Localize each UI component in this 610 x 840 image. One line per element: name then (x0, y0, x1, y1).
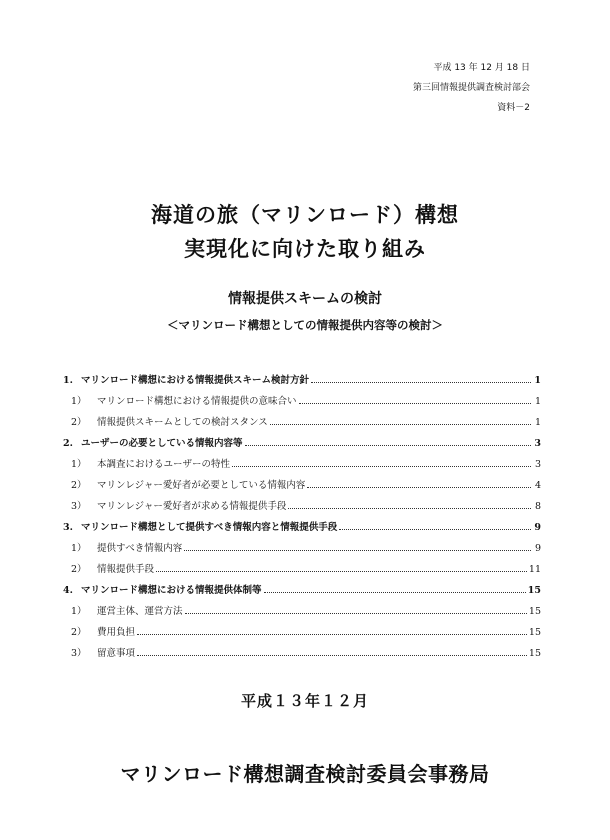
toc-leader-dots (288, 500, 531, 509)
toc-leader-dots (245, 437, 531, 446)
toc-page-number: 15 (528, 606, 541, 617)
toc-item-number: 2） (71, 627, 87, 638)
toc-leader-dots (185, 605, 527, 614)
toc-leader-dots (299, 395, 531, 404)
toc-leader-dots (339, 521, 531, 530)
toc-item-label: 運営主体、運営方法 (97, 606, 183, 617)
toc-item-number: 2） (71, 564, 87, 575)
toc-leader-dots (156, 563, 527, 572)
toc-item[interactable] (63, 414, 541, 435)
document-title (0, 198, 610, 266)
toc-item-label: マリンレジャー愛好者が必要としている情報内容 (97, 480, 306, 491)
title-line-2: 実現化に向けた取り組み (184, 236, 426, 261)
toc-item-number: 2） (71, 480, 87, 491)
toc-section[interactable] (63, 435, 541, 456)
toc-page-number: 3 (534, 459, 541, 470)
toc-page-number: 11 (528, 564, 541, 575)
toc-section[interactable] (63, 372, 541, 393)
toc-leader-dots (311, 374, 531, 383)
toc-item[interactable] (63, 393, 541, 414)
toc-leader-dots (264, 584, 526, 593)
toc-page-number: 15 (528, 627, 541, 638)
table-of-contents (63, 372, 541, 666)
toc-item-label: 情報提供手段 (97, 564, 155, 575)
toc-item[interactable] (63, 603, 541, 624)
toc-page-number: 9 (534, 522, 541, 533)
footer-office: マリンロード構想調査検討委員会事務局 (120, 762, 490, 786)
toc-page-number: 1 (534, 417, 541, 428)
toc-section[interactable] (63, 519, 541, 540)
toc-item-label: 情報提供スキームとしての検討スタンス (97, 417, 268, 428)
toc-section[interactable] (63, 582, 541, 603)
toc-item-number: 3） (71, 648, 87, 659)
toc-item-label: 費用負担 (97, 627, 136, 638)
footer-date: 平成１３年１２月 (240, 692, 369, 710)
toc-section-number: 4. (63, 585, 73, 596)
toc-leader-dots (232, 458, 531, 467)
toc-item-number: 1） (71, 396, 87, 407)
header-date: 平成 13 年 12 月 18 日 (433, 63, 530, 73)
toc-item-label: マリンロード構想における情報提供の意味合い (97, 396, 297, 407)
toc-section-label: マリンロード構想として提供すべき情報内容と情報提供手段 (81, 522, 338, 533)
toc-section-label: ユーザーの必要としている情報内容等 (81, 438, 243, 449)
toc-page-number: 3 (534, 438, 541, 449)
toc-item[interactable] (63, 561, 541, 582)
toc-item[interactable] (63, 498, 541, 519)
toc-page-number: 15 (528, 648, 541, 659)
toc-item-label: マリンレジャー愛好者が求める情報提供手段 (97, 501, 287, 512)
toc-item[interactable] (63, 477, 541, 498)
toc-page-number: 4 (534, 480, 541, 491)
toc-item-label: 本調査におけるユーザーの特性 (97, 459, 231, 470)
toc-item[interactable] (63, 540, 541, 561)
toc-section-label: マリンロード構想における情報提供体制等 (81, 585, 262, 596)
toc-leader-dots (184, 542, 531, 551)
toc-page-number: 8 (534, 501, 541, 512)
toc-page-number: 1 (534, 375, 541, 386)
toc-item-label: 留意事項 (97, 648, 136, 659)
toc-section-number: 2. (63, 438, 73, 449)
toc-page-number: 15 (527, 585, 541, 596)
header-doc-id: 資料－2 (497, 103, 530, 113)
toc-item-number: 1） (71, 606, 87, 617)
toc-leader-dots (137, 647, 527, 656)
header-meeting: 第三回情報提供調査検討部会 (412, 83, 530, 93)
toc-section-number: 1. (63, 375, 73, 386)
toc-page-number: 9 (534, 543, 541, 554)
toc-page-number: 1 (534, 396, 541, 407)
document-subtitle: 情報提供スキームの検討 (228, 291, 382, 307)
toc-item-number: 2） (71, 417, 87, 428)
toc-item-number: 1） (71, 459, 87, 470)
toc-leader-dots (137, 626, 527, 635)
title-line-1: 海道の旅（マリンロード）構想 (151, 202, 459, 227)
toc-section-number: 3. (63, 522, 73, 533)
document-sub-subtitle: ＜マリンロード構想としての情報提供内容等の検討＞ (167, 318, 443, 332)
toc-leader-dots (307, 479, 531, 488)
toc-item[interactable] (63, 645, 541, 666)
toc-item[interactable] (63, 456, 541, 477)
toc-item-number: 1） (71, 543, 87, 554)
toc-leader-dots (270, 416, 531, 425)
toc-item-number: 3） (71, 501, 87, 512)
header-meta (413, 58, 530, 118)
toc-section-label: マリンロード構想における情報提供スキーム検討方針 (81, 375, 310, 386)
toc-item-label: 提供すべき情報内容 (97, 543, 183, 554)
toc-item[interactable] (63, 624, 541, 645)
